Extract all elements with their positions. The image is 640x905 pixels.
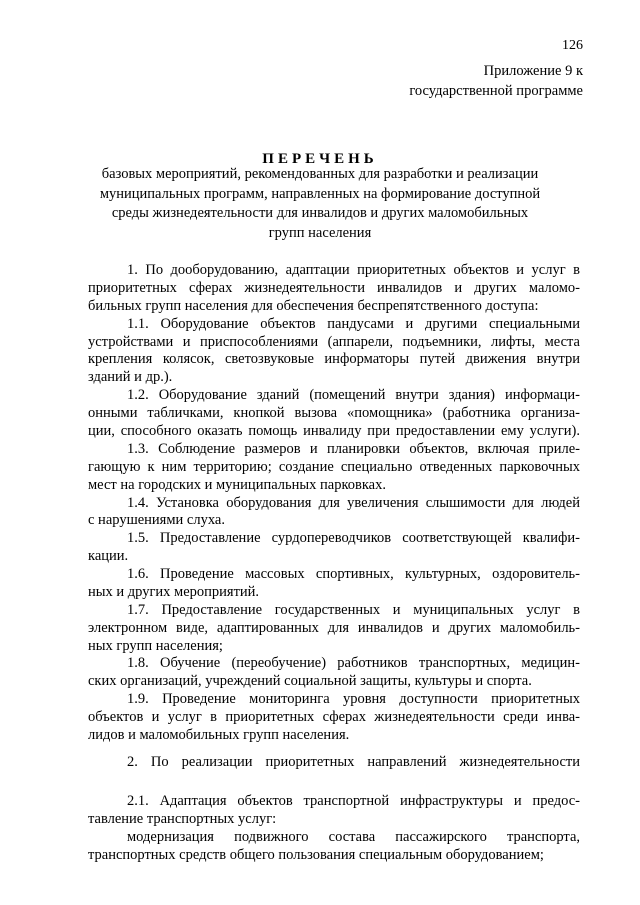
paragraph-1-1-line: крепления колясок, светозвуковые информаторы путей движения внутри — [88, 351, 580, 367]
subtitle-line: муниципальных программ, направленных на формирование доступной — [99, 185, 541, 202]
paragraph-1-3-line: мест на городских и муниципальных парковках. — [88, 477, 386, 493]
paragraph-2-1-line: тавление транспортных услуг: — [88, 811, 277, 827]
paragraph-1-2-line: 1.2. Оборудование зданий (помещений внутри здания) информаци- — [127, 387, 580, 403]
paragraph-1-2-line: онными табличками, кнопкой вызова «помощника» (работника организа- — [88, 405, 580, 421]
appendix-line-1: Приложение 9 к — [483, 63, 583, 79]
paragraph-2-1-line: транспортных средств общего пользования специальным оборудованием; — [88, 847, 544, 863]
paragraph-1-7-line: ных групп населения; — [88, 638, 223, 654]
paragraph-1-line: 1. По дооборудованию, адаптации приоритетных объектов и услуг в — [127, 262, 580, 278]
subtitle-line: групп населения — [268, 224, 372, 241]
paragraph-1-9-line: объектов и услуг в приоритетных сферах жизнедеятельности среди инва- — [88, 709, 580, 725]
paragraph-1-4-line: с нарушениями слуха. — [88, 512, 225, 528]
paragraph-1-5-line: 1.5. Предоставление сурдопереводчиков соответствующей квалифи- — [127, 530, 580, 546]
subtitle-line: среды жизнедеятельности для инвалидов и других маломобильных — [111, 205, 529, 222]
section-2-heading: 2. По реализации приоритетных направлений жизнедеятельности — [127, 754, 580, 770]
paragraph-1-9-line: 1.9. Проведение мониторинга уровня доступности приоритетных — [127, 691, 580, 707]
paragraph-2-1-line: 2.1. Адаптация объектов транспортной инфраструктуры и предос- — [127, 793, 580, 809]
paragraph-1-1-line: зданий и др.). — [88, 369, 173, 385]
page-number: 126 — [562, 38, 583, 53]
subtitle-line: базовых мероприятий, рекомендованных для разработки и реализации — [101, 166, 539, 182]
paragraph-1-7-line: электронном виде, адаптированных для инвалидов и других маломобиль- — [88, 620, 580, 636]
paragraph-1-6-line: 1.6. Проведение массовых спортивных, культурных, оздоровитель- — [127, 566, 580, 582]
paragraph-1-4-line: 1.4. Установка оборудования для увеличения слышимости для людей — [127, 495, 580, 511]
paragraph-2-1-line: модернизация подвижного состава пассажирского транспорта, — [127, 829, 580, 845]
paragraph-1-line: приоритетных сферах жизнедеятельности инвалидов и других маломо- — [88, 280, 580, 296]
document-title: ПЕРЕЧЕНЬ — [262, 151, 378, 167]
paragraph-1-5-line: кации. — [88, 548, 129, 564]
paragraph-1-3-line: 1.3. Соблюдение размеров и планировки объектов, включая приле- — [127, 441, 580, 457]
paragraph-1-6-line: ных и других мероприятий. — [88, 584, 260, 600]
appendix-line-2: государственной программе — [409, 83, 583, 99]
paragraph-1-7-line: 1.7. Предоставление государственных и муниципальных услуг в — [127, 602, 580, 618]
paragraph-1-1-line: 1.1. Оборудование объектов пандусами и другими специальными — [127, 316, 580, 332]
paragraph-1-1-line: устройствами и приспособлениями (аппарели, подъемники, лифты, места — [88, 334, 580, 350]
paragraph-1-8-line: 1.8. Обучение (переобучение) работников транспортных, медицин- — [127, 655, 580, 671]
paragraph-1-line: бильных групп населения для обеспечения беспрепятственного доступа: — [88, 298, 539, 314]
paragraph-1-3-line: гающую к ним территорию; создание специально отведенных парковочных — [88, 459, 580, 475]
paragraph-1-9-line: лидов и маломобильных групп населения. — [88, 727, 350, 743]
paragraph-1-8-line: ских организаций, учреждений социальной защиты, культуры и спорта. — [88, 673, 532, 689]
paragraph-1-2-line: ции, способного оказать помощь инвалиду при предоставлении ему услуги). — [88, 423, 580, 439]
